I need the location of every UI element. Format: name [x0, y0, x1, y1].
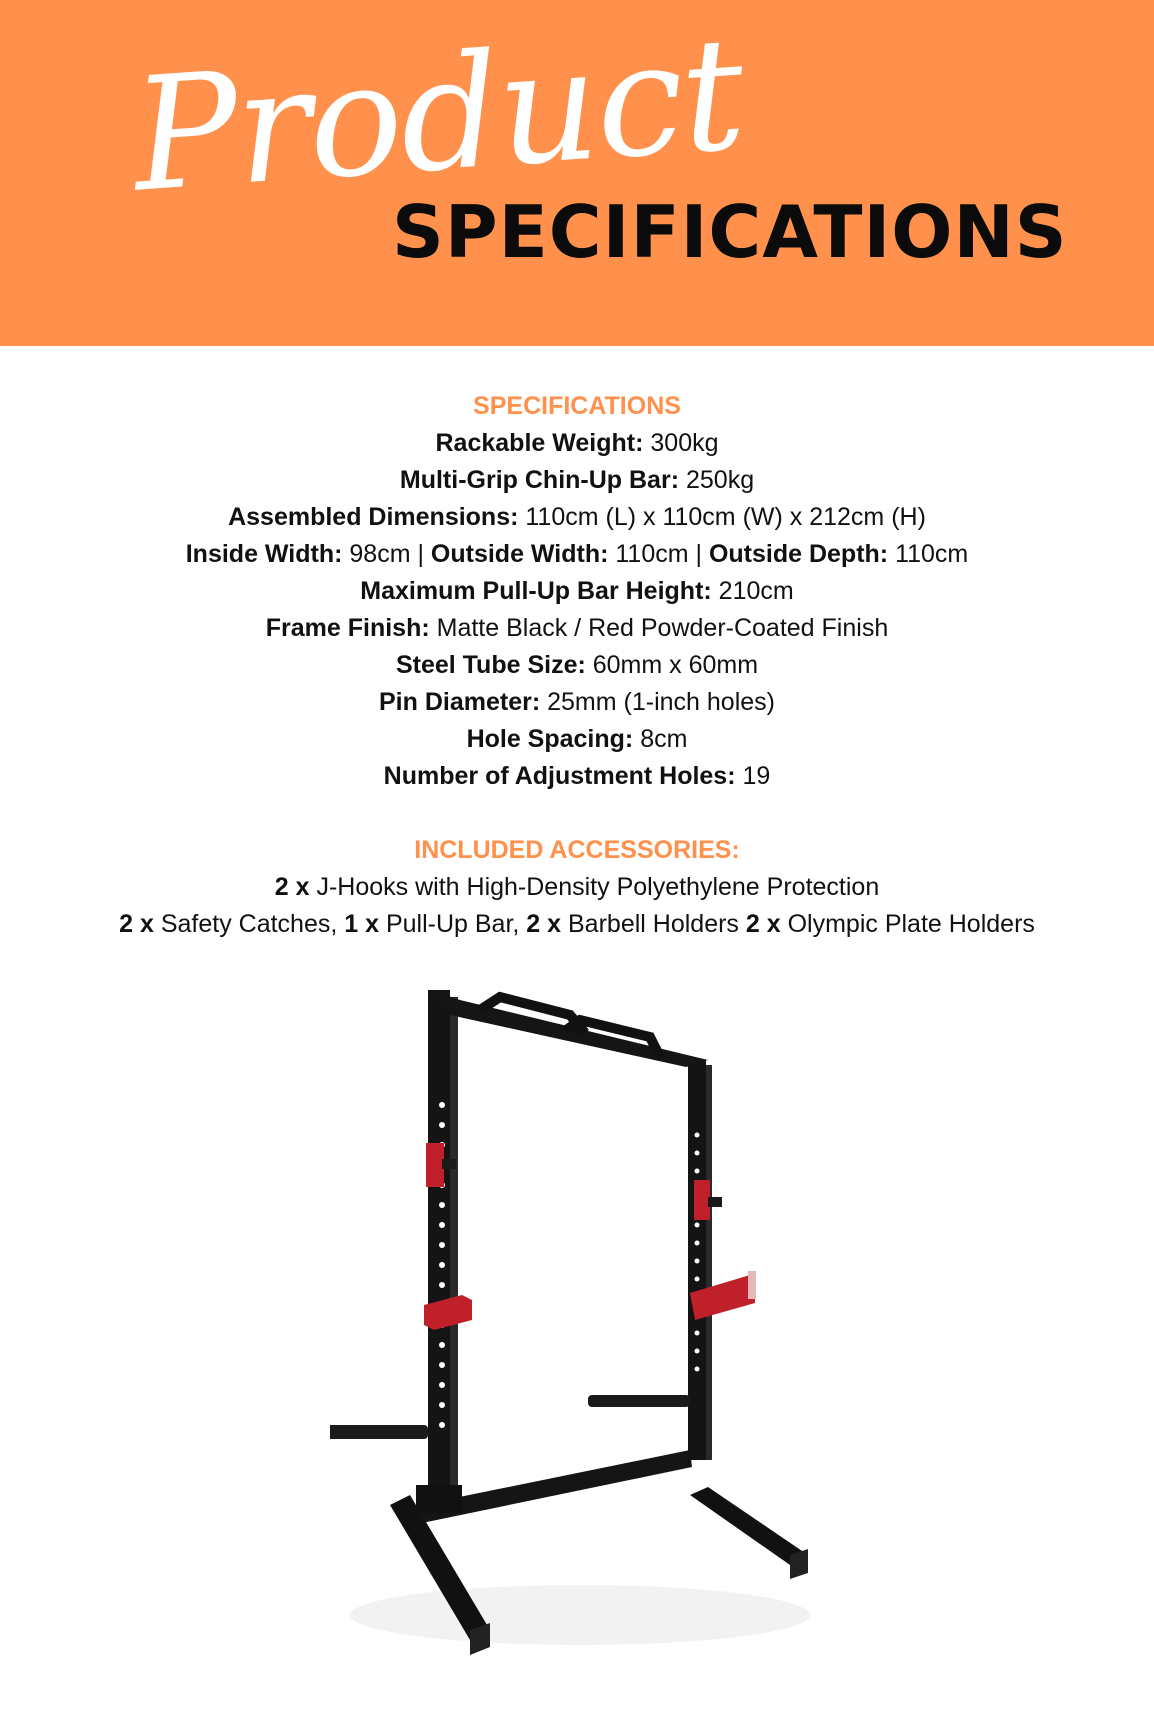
spec-pin-diameter — [0, 684, 1154, 721]
spec-label: Number of Adjustment Holes: — [383, 762, 736, 790]
specifications-section — [0, 388, 1154, 943]
spec-label: Outside Width: — [430, 540, 609, 568]
spec-label: Maximum Pull-Up Bar Height: — [360, 577, 712, 605]
half-rack-icon — [330, 975, 830, 1665]
accessory-qty: 2 x — [745, 910, 781, 938]
spec-value: 300kg — [643, 429, 719, 457]
accessory-text: Safety Catches, — [153, 910, 345, 938]
accessory-text: J-Hooks with High-Density Polyethylene Protection — [309, 873, 880, 901]
spec-value: 110cm — [888, 540, 969, 568]
product-image — [330, 975, 830, 1665]
accessory-qty: 2 x — [274, 873, 310, 901]
spec-label: Multi-Grip Chin-Up Bar: — [399, 466, 680, 494]
spec-frame-finish — [0, 610, 1154, 647]
section-spacer — [0, 795, 1154, 832]
spec-chin-up-bar — [0, 462, 1154, 499]
header-banner — [0, 0, 1154, 346]
accessories-heading: INCLUDED ACCESSORIES: — [414, 836, 740, 864]
spec-value: 98cm | — [342, 540, 431, 568]
accessory-text: Barbell Holders — [561, 910, 746, 938]
spec-label: Rackable Weight: — [435, 429, 644, 457]
spec-label: Frame Finish: — [265, 614, 430, 642]
page-title: SPECIFICATIONS — [392, 190, 1068, 274]
accessory-text: Pull-Up Bar, — [379, 910, 527, 938]
spec-hole-spacing — [0, 721, 1154, 758]
script-title: Product — [127, 2, 749, 227]
spec-label: Steel Tube Size: — [395, 651, 586, 679]
spec-adjustment-holes — [0, 758, 1154, 795]
spec-value: 210cm — [711, 577, 794, 605]
spec-value: 8cm — [633, 725, 688, 753]
spec-label: Inside Width: — [185, 540, 343, 568]
spec-rackable-weight — [0, 425, 1154, 462]
spec-value: Matte Black / Red Powder-Coated Finish — [429, 614, 889, 642]
spec-value: 110cm (L) x 110cm (W) x 212cm (H) — [518, 503, 926, 531]
spec-value: 110cm | — [608, 540, 709, 568]
spec-label: Assembled Dimensions: — [228, 503, 519, 531]
spec-value: 60mm x 60mm — [585, 651, 759, 679]
spec-label: Outside Depth: — [708, 540, 889, 568]
spec-label: Pin Diameter: — [379, 688, 541, 716]
spec-max-pull-up-height — [0, 573, 1154, 610]
accessory-line-2 — [0, 906, 1154, 943]
specifications-heading: SPECIFICATIONS — [473, 392, 681, 420]
accessory-qty: 1 x — [344, 910, 380, 938]
accessory-qty: 2 x — [119, 910, 154, 938]
spec-value: 19 — [735, 762, 771, 790]
spec-widths — [0, 536, 1154, 573]
spec-steel-tube-size — [0, 647, 1154, 684]
accessory-text: Olympic Plate Holders — [780, 910, 1035, 938]
spec-value: 250kg — [679, 466, 755, 494]
spec-value: 25mm (1-inch holes) — [540, 688, 775, 716]
spec-assembled-dimensions — [0, 499, 1154, 536]
accessory-line-1 — [0, 869, 1154, 906]
accessory-qty: 2 x — [526, 910, 562, 938]
spec-label: Hole Spacing: — [466, 725, 634, 753]
